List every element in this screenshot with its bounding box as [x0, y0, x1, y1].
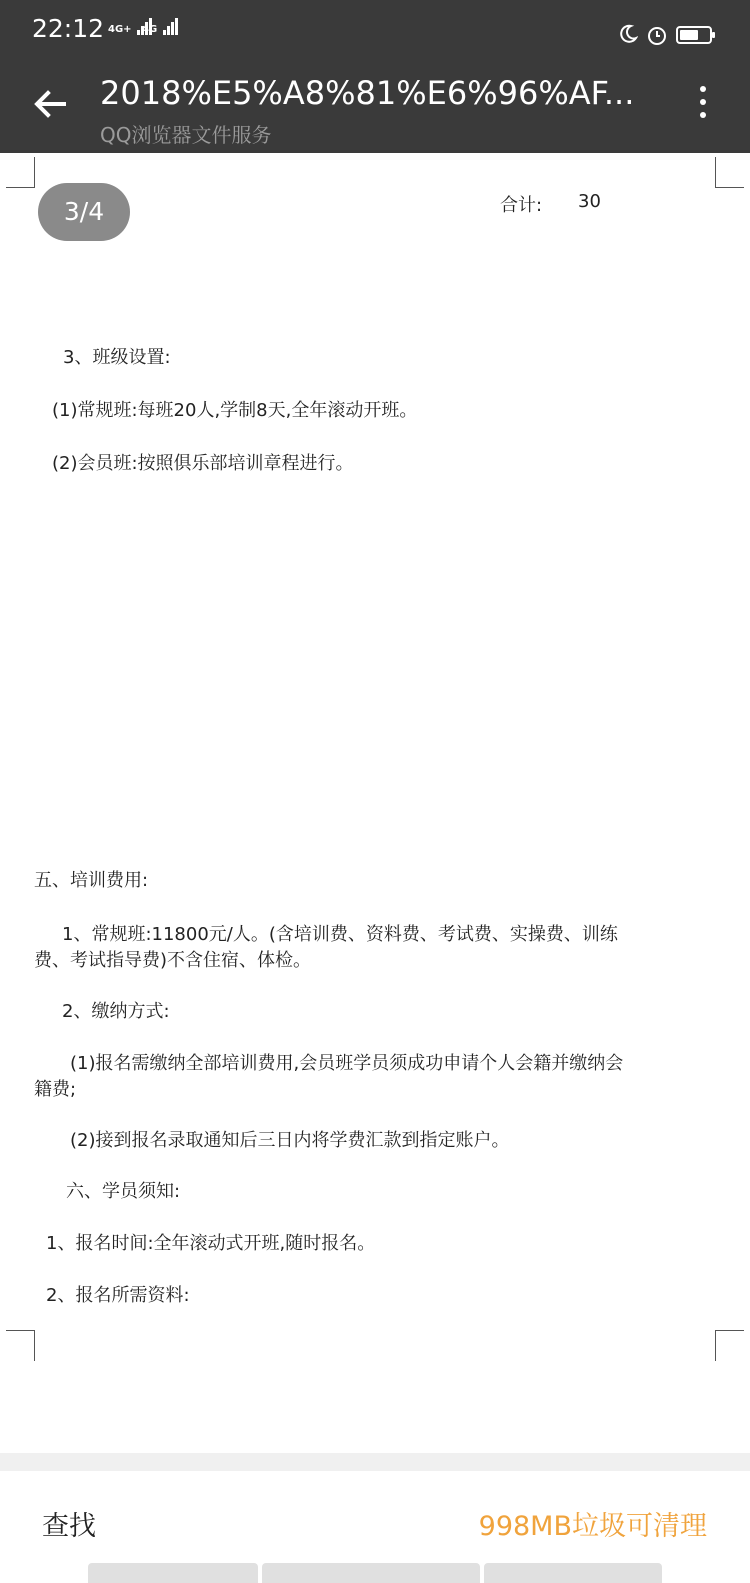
signal-icon-sim1: 4G+: [108, 18, 153, 35]
page-corner-mark: [715, 157, 744, 188]
status-bar: [0, 0, 750, 56]
doc-line: 3、班级设置:: [63, 347, 171, 368]
alarm-icon: [646, 24, 668, 46]
doc-line: 1、报名时间:全年滚动式开班,随时报名。: [46, 1233, 376, 1254]
doc-line: 六、学员须知:: [66, 1181, 181, 1202]
bottom-tab-stub: [88, 1563, 258, 1583]
doc-line: 五、培训费用:: [34, 870, 149, 891]
page-corner-mark: [715, 1330, 744, 1361]
doc-line: (1)常规班:每班20人,学制8天,全年滚动开班。: [52, 400, 418, 421]
doc-line: 费、考试指导费)不含住宿、体检。: [34, 950, 312, 971]
total-label: 合计:: [500, 195, 543, 216]
doc-line: 2、报名所需资料:: [46, 1285, 190, 1306]
bottom-action-bar: [0, 1471, 750, 1583]
junk-clean-button[interactable]: 998MB垃圾可清理: [478, 1511, 707, 1542]
bottom-tab-stub: [484, 1563, 662, 1583]
doc-line: (2)接到报名录取通知后三日内将学费汇款到指定账户。: [70, 1130, 510, 1151]
page-corner-mark: [6, 1330, 35, 1361]
app-title-bar: [0, 56, 750, 153]
bottom-tab-stub: [262, 1563, 480, 1583]
doc-line: (2)会员班:按照俱乐部培训章程进行。: [52, 453, 354, 474]
page-corner-mark: [6, 157, 35, 188]
document-title: 2018%E5%A8%81%E6%96%AF...: [100, 74, 635, 112]
page-indicator: 3/4: [38, 183, 130, 241]
divider: [0, 1453, 750, 1471]
doc-line: 籍费;: [34, 1079, 77, 1100]
document-subtitle: QQ浏览器文件服务: [100, 123, 272, 147]
document-page[interactable]: [0, 153, 750, 1453]
doc-line: 2、缴纳方式:: [62, 1001, 170, 1022]
moon-icon: [618, 24, 638, 44]
find-button[interactable]: 查找: [42, 1511, 96, 1542]
total-value: 30: [578, 191, 601, 212]
doc-line: 1、常规班:11800元/人。(含培训费、资料费、考试费、实操费、训练: [62, 924, 618, 945]
back-arrow-icon[interactable]: [30, 84, 70, 124]
signal-icon-sim2: 4G: [142, 18, 179, 35]
status-time: 22:12: [32, 14, 105, 43]
doc-line: (1)报名需缴纳全部培训费用,会员班学员须成功申请个人会籍并缴纳会: [70, 1053, 624, 1074]
more-options-icon[interactable]: [696, 86, 710, 126]
battery-icon: [676, 26, 712, 44]
